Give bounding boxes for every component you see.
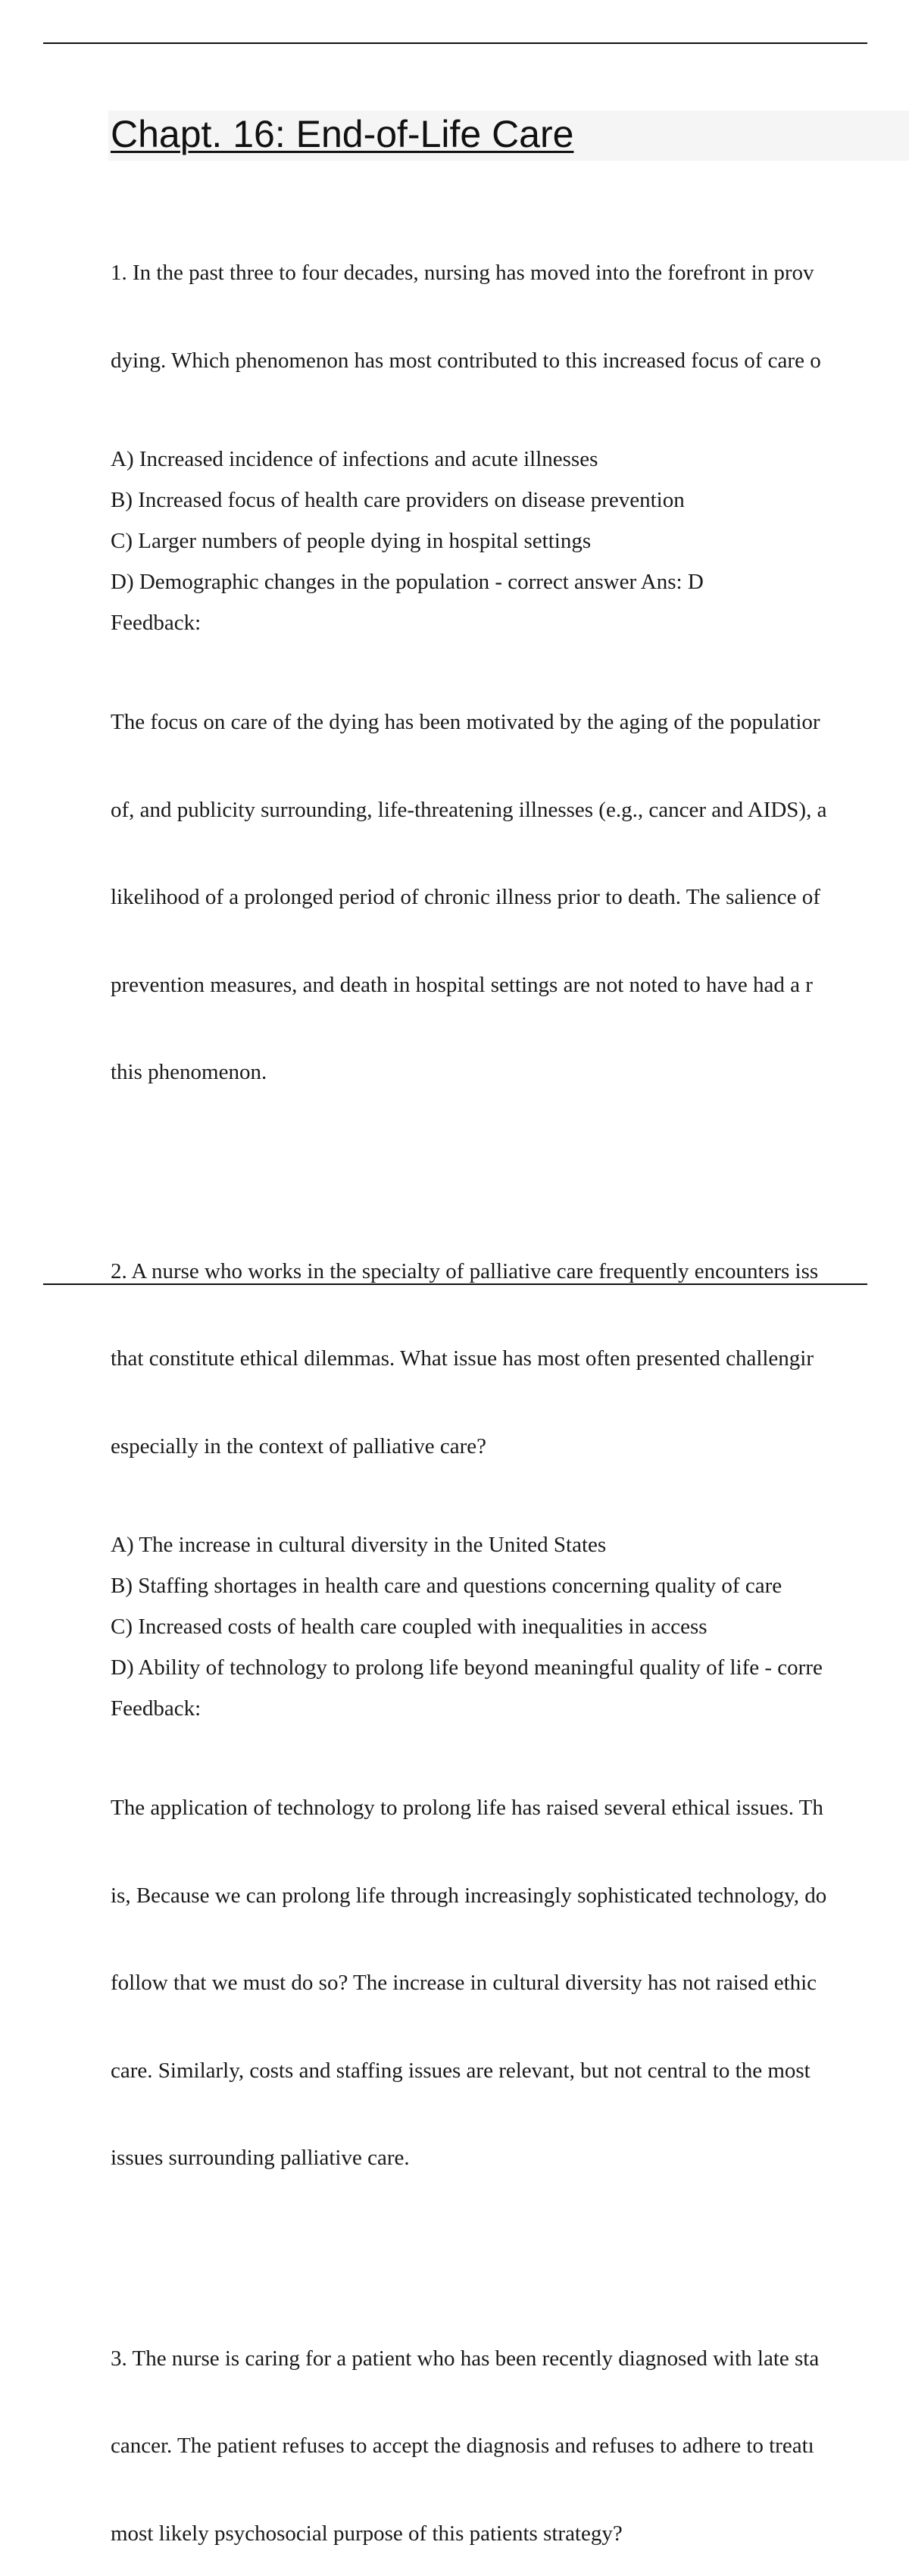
feedback-label: Feedback: (111, 1694, 909, 1723)
feedback-line: this phenomenon. (111, 1058, 909, 1087)
top-rule (43, 42, 867, 44)
stem-line: 1. In the past three to four decades, nursing has moved into the forefront in prov (111, 258, 909, 288)
stem-line: most likely psychosocial purpose of this patients strategy? (111, 2519, 909, 2549)
question-stem (111, 2286, 909, 2576)
question-2 (111, 1199, 909, 2231)
answer-option-b: B) Increased focus of health care providers on disease prevention (111, 486, 909, 514)
stem-line: that constitute ethical dilemmas. What issue has most often presented challengir (111, 1344, 909, 1374)
answer-option-c: C) Increased costs of health care coupled with inequalities in access (111, 1612, 909, 1641)
answer-option-c: C) Larger numbers of people dying in hospital settings (111, 527, 909, 555)
stem-line: cancer. The patient refuses to accept the diagnosis and refuses to adhere to treatı (111, 2431, 909, 2461)
answer-option-d: D) Demographic changes in the population - correct answer Ans: D (111, 567, 909, 596)
stem-line: 2. A nurse who works in the specialty of palliative care frequently encounters iss (111, 1257, 909, 1286)
document-body (111, 200, 909, 2576)
feedback-line: The application of technology to prolong life has raised several ethical issues. Th (111, 1793, 909, 1823)
feedback-label: Feedback: (111, 608, 909, 637)
question-stem (111, 1199, 909, 1520)
answer-option-b: B) Staffing shortages in health care and questions concerning quality of care (111, 1571, 909, 1600)
feedback-line: prevention measures, and death in hospital settings are not noted to have had a r (111, 971, 909, 1000)
question-1 (111, 200, 909, 1146)
feedback-line: likelihood of a prolonged period of chronic illness prior to death. The salience of (111, 883, 909, 912)
feedback-line: The focus on care of the dying has been motivated by the aging of the populatior (111, 708, 909, 737)
question-stem (111, 200, 909, 433)
stem-line: 3. The nurse is caring for a patient who has been recently diagnosed with late sta (111, 2344, 909, 2374)
answer-option-a: A) Increased incidence of infections and acute illnesses (111, 445, 909, 474)
feedback-line: of, and publicity surrounding, life-threatening illnesses (e.g., cancer and AIDS), a (111, 796, 909, 825)
stem-line: dying. Which phenomenon has most contributed to this increased focus of care o (111, 346, 909, 376)
answer-option-a: A) The increase in cultural diversity in the United States (111, 1530, 909, 1559)
question-3 (111, 2286, 909, 2576)
feedback-line: is, Because we can prolong life through increasingly sophisticated technology, do (111, 1881, 909, 1911)
feedback-line: care. Similarly, costs and staffing issues are relevant, but not central to the most (111, 2056, 909, 2086)
stem-line: especially in the context of palliative care? (111, 1432, 909, 1462)
feedback-line: issues surrounding palliative care. (111, 2143, 909, 2173)
answer-option-d: D) Ability of technology to prolong life beyond meaningful quality of life - corre (111, 1653, 909, 1682)
bottom-rule (43, 1283, 867, 1285)
feedback-text (111, 1735, 909, 2231)
feedback-text (111, 649, 909, 1146)
feedback-line: follow that we must do so? The increase in cultural diversity has not raised ethic (111, 1968, 909, 1998)
page-title: Chapt. 16: End-of-Life Care (111, 111, 573, 158)
